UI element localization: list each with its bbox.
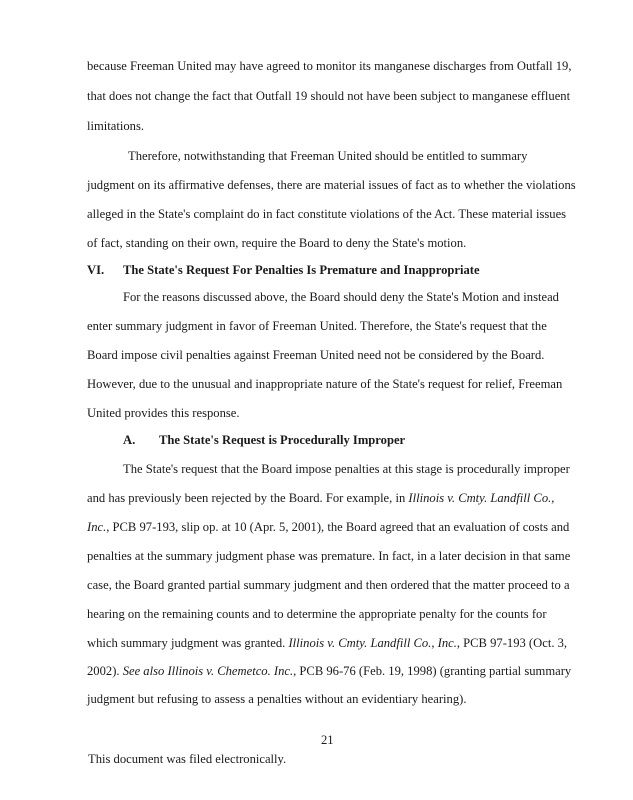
subsection-letter: A. [123,433,136,447]
paragraph-line [87,519,569,535]
section-title: The State's Request For Penalties Is Premature and Inappropriate [123,263,480,277]
section-number: VI. [87,263,105,277]
footer-note: This document was filed electronically. [88,752,287,766]
text-run: , PCB 97-193 (Oct. 3, [456,636,568,650]
paragraph-line: penalties at the summary judgment phase was premature. In fact, in a later decision in that same [87,549,571,563]
paragraph-line: that does not change the fact that Outfall 19 should not have been subject to manganese effluent [87,89,571,103]
text-run: , PCB 96-76 (Feb. 19, 1998) (granting partial summary [293,664,572,678]
text-run: and has previously been rejected by the Board. For example, in [87,491,409,505]
case-citation: See also Illinois v. Chemetco. Inc. [122,664,294,678]
paragraph-line: United provides this response. [87,406,240,420]
paragraph-line [87,490,554,506]
paragraph-line: Therefore, notwithstanding that Freeman United should be entitled to summary [128,149,528,163]
paragraph-line: limitations. [87,119,145,133]
paragraph-line: Board impose civil penalties against Freeman United need not be considered by the Board. [87,348,545,362]
case-citation: Inc. [87,520,107,534]
paragraph-line: enter summary judgment in favor of Freeman United. Therefore, the State's request that the [87,319,547,333]
paragraph-line [87,635,567,651]
text-run: , PCB 97-193, slip op. at 10 (Apr. 5, 2001), the Board agreed that an evaluation of costs and [106,520,570,534]
paragraph-line: judgment on its affirmative defenses, there are material issues of fact as to whether the violations [87,178,576,192]
paragraph-line: However, due to the unusual and inappropriate nature of the State's request for relief, Freeman [87,377,563,391]
paragraph-line: hearing on the remaining counts and to determine the appropriate penalty for the counts for [87,607,547,621]
paragraph-line: case, the Board granted partial summary judgment and then ordered that the matter proceed to a [87,578,570,592]
paragraph-line: of fact, standing on their own, require the Board to deny the State's motion. [87,236,467,250]
paragraph-line [87,663,571,679]
text-run: which summary judgment was granted. [87,636,289,650]
paragraph-line: judgment but refusing to assess a penalties without an evidentiary hearing). [87,692,467,706]
text-run: 2002). [87,664,123,678]
paragraph-line: For the reasons discussed above, the Board should deny the State's Motion and instead [123,290,559,304]
paragraph-line: alleged in the State's complaint do in fact constitute violations of the Act. These material issues [87,207,567,221]
subsection-title: The State's Request is Procedurally Improper [159,433,406,447]
page-number: 21 [321,733,334,747]
paragraph-line: because Freeman United may have agreed to monitor its manganese discharges from Outfall 19, [87,59,572,73]
paragraph-line: The State's request that the Board impose penalties at this stage is procedurally improper [123,462,570,476]
case-citation: Illinois v. Cmty. Landfill Co., [408,491,555,505]
case-citation: Illinois v. Cmty. Landfill Co., Inc. [288,636,457,650]
